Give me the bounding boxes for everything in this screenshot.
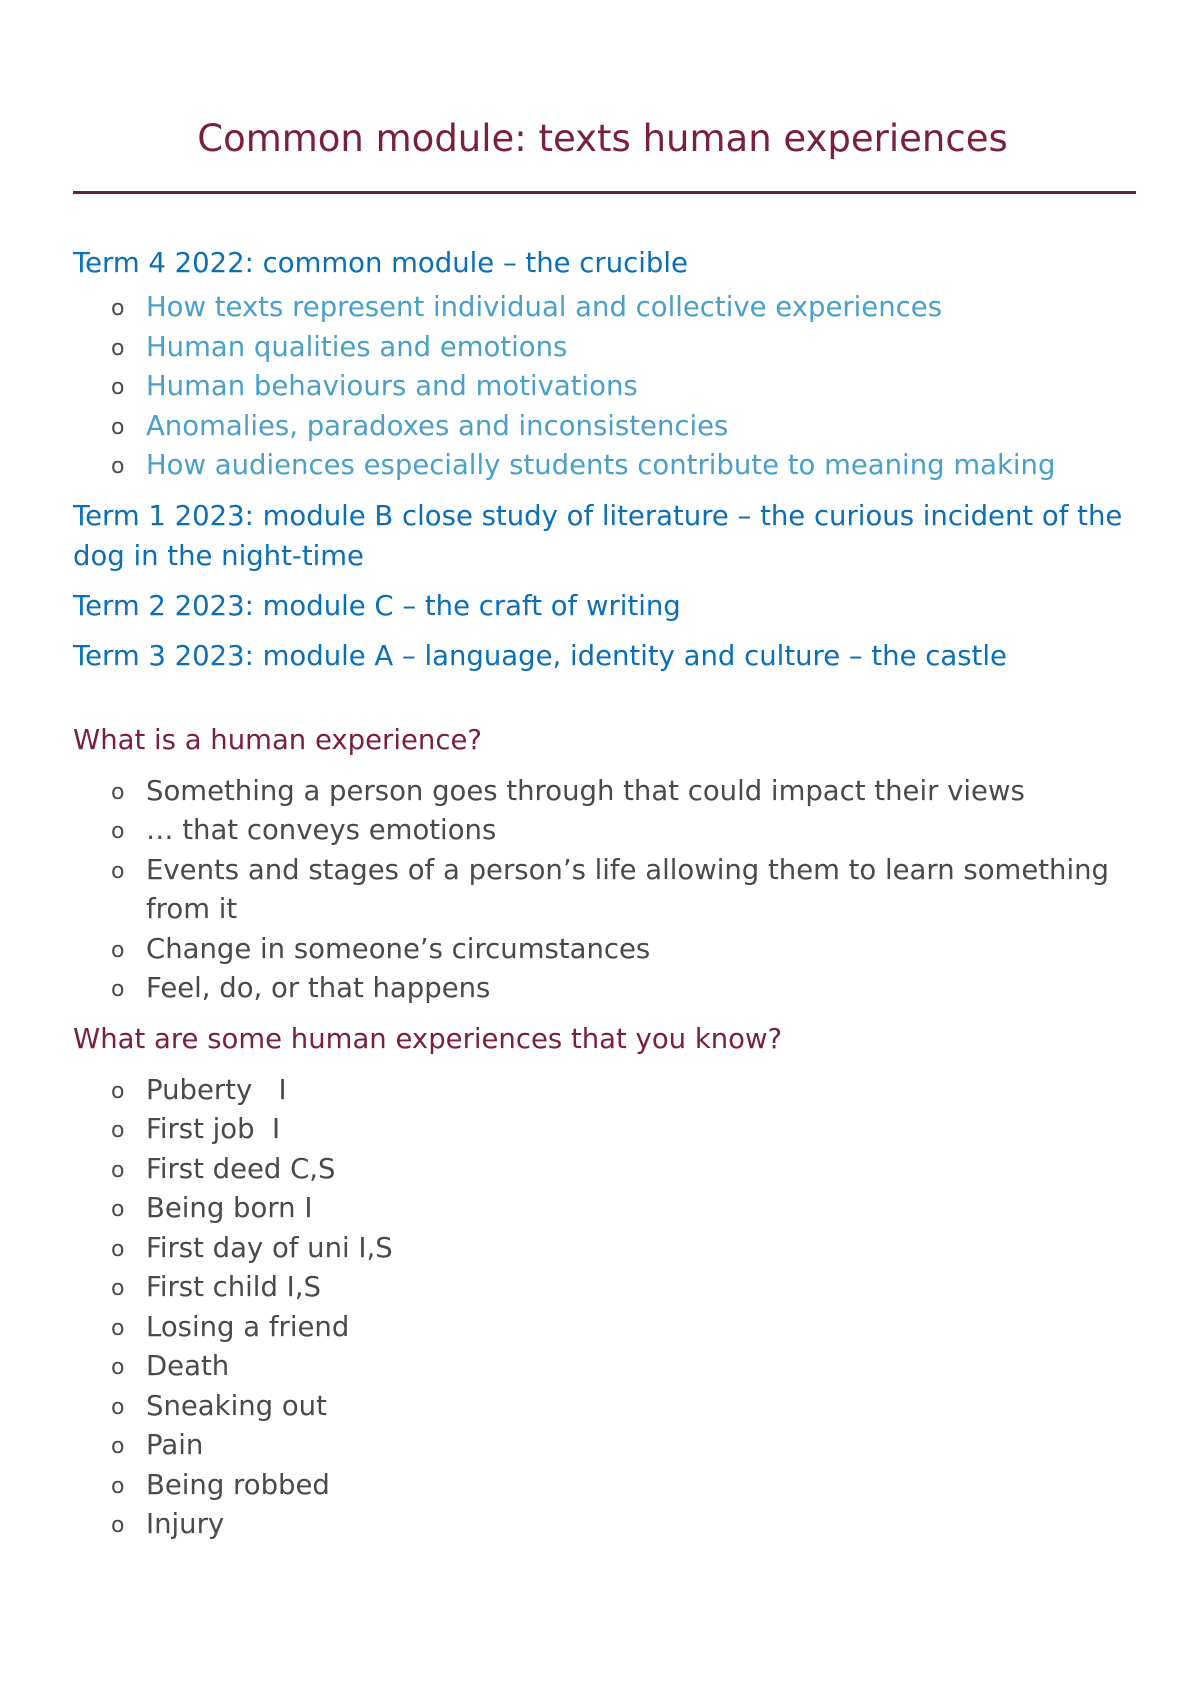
list-item-text: Something a person goes through that could impact their views: [146, 774, 1025, 807]
list-item: [111, 407, 1153, 447]
list-item: [111, 1189, 1153, 1229]
list-item: [111, 1387, 1153, 1427]
list-item-text: First job I: [146, 1113, 281, 1145]
circle-bullet-icon: o: [111, 335, 125, 361]
list-item-text: Feel, do, or that happens: [146, 972, 491, 1004]
list-item-text: Being born I: [146, 1192, 313, 1224]
circle-bullet-icon: o: [111, 1434, 125, 1459]
list-item-text: Death: [146, 1350, 230, 1382]
list-item-text: How texts represent individual and collective experiences: [146, 291, 943, 323]
list-item-text: Being robbed: [146, 1468, 330, 1501]
list-item-text: Events and stages of a person’s life allowing them to learn something from it: [146, 853, 1109, 925]
title-underline-divider: [73, 191, 1136, 194]
term-topic-list: [73, 288, 1153, 486]
circle-bullet-icon: o: [111, 937, 125, 963]
list-item-text: Change in someone’s circumstances: [146, 932, 651, 965]
circle-bullet-icon: o: [111, 1355, 125, 1380]
circle-bullet-icon: o: [111, 414, 125, 440]
list-item: [111, 1505, 1153, 1545]
answer-list: [73, 772, 1153, 1009]
list-item: [111, 328, 1153, 368]
circle-bullet-icon: o: [111, 858, 125, 884]
document-content: [73, 243, 1153, 1545]
list-item: [111, 1071, 1153, 1111]
term-heading: Term 2 2023: module C – the craft of writing: [73, 589, 681, 622]
list-item: [111, 930, 1153, 970]
circle-bullet-icon: o: [111, 819, 125, 844]
list-item: [111, 811, 1153, 851]
question-heading: What is a human experience?: [73, 723, 482, 756]
question-heading: What are some human experiences that you know?: [73, 1022, 783, 1055]
circle-bullet-icon: o: [111, 1513, 125, 1538]
list-item-text: First deed C,S: [146, 1152, 336, 1185]
list-item: [111, 1229, 1153, 1269]
circle-bullet-icon: o: [111, 296, 125, 321]
list-item-text: Human behaviours and motivations: [146, 370, 638, 402]
term-heading: Term 4 2022: common module – the crucible: [73, 247, 688, 279]
list-item-text: Sneaking out: [146, 1389, 327, 1422]
circle-bullet-icon: o: [111, 1157, 125, 1183]
term-heading: Term 3 2023: module A – language, identity and culture – the castle: [73, 639, 1007, 672]
list-item-text: Pain: [146, 1429, 204, 1461]
list-item-text: Human qualities and emotions: [146, 330, 568, 363]
page-title: Common module: texts human experiences: [197, 117, 1008, 160]
term-heading: Term 1 2023: module B close study of literature – the curious incident of the dog in the night-time: [73, 499, 1123, 572]
circle-bullet-icon: o: [111, 1394, 125, 1420]
answer-list: [73, 1071, 1153, 1545]
list-item: [111, 288, 1153, 328]
list-item: [111, 772, 1153, 812]
list-item: [111, 1466, 1153, 1506]
circle-bullet-icon: o: [111, 1197, 125, 1222]
circle-bullet-icon: o: [111, 1473, 125, 1499]
list-item: [111, 851, 1153, 930]
list-item: [111, 1308, 1153, 1348]
circle-bullet-icon: o: [111, 977, 125, 1002]
circle-bullet-icon: o: [111, 375, 125, 400]
list-item-text: First day of uni I,S: [146, 1231, 393, 1264]
list-item: [111, 367, 1153, 407]
list-item-text: Anomalies, paradoxes and inconsistencies: [146, 409, 729, 442]
list-item-text: First child I,S: [146, 1271, 321, 1303]
circle-bullet-icon: o: [111, 1236, 125, 1262]
circle-bullet-icon: o: [111, 1118, 125, 1143]
list-item: [111, 1426, 1153, 1466]
list-item: [111, 969, 1153, 1009]
circle-bullet-icon: o: [111, 1315, 125, 1341]
list-item-text: … that conveys emotions: [146, 814, 497, 846]
circle-bullet-icon: o: [111, 779, 125, 805]
list-item: [111, 1347, 1153, 1387]
list-item: [111, 1110, 1153, 1150]
list-item: [111, 446, 1153, 486]
list-item-text: Injury: [146, 1508, 225, 1540]
circle-bullet-icon: o: [111, 1078, 125, 1104]
circle-bullet-icon: o: [111, 454, 125, 479]
list-item-text: How audiences especially students contribute to meaning making: [146, 449, 1056, 481]
list-item: [111, 1268, 1153, 1308]
list-item-text: Puberty I: [146, 1073, 287, 1106]
list-item: [111, 1150, 1153, 1190]
circle-bullet-icon: o: [111, 1276, 125, 1301]
list-item-text: Losing a friend: [146, 1310, 350, 1343]
